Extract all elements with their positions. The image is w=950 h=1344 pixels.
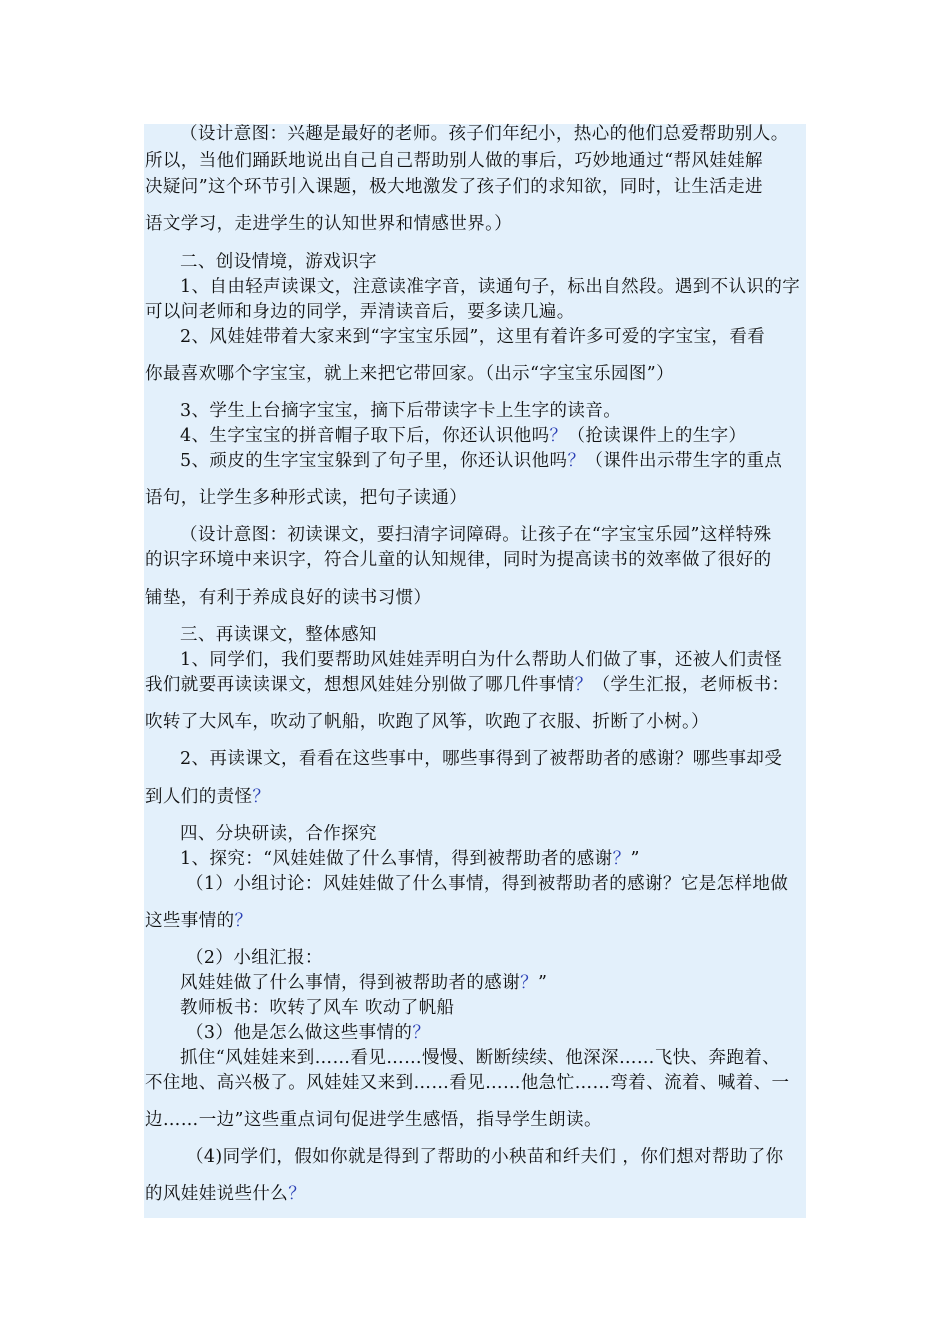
paragraph-line: 教师板书：吹转了风车 吹动了帆船: [180, 998, 455, 1018]
paragraph-line: 可以问老师和身边的同学，弄清读音后，要多读几遍。: [145, 302, 575, 322]
paragraph-line: 不住地、高兴极了。风娃娃又来到……看见……他急忙……弯着、流着、喊着、一: [145, 1073, 790, 1093]
paragraph-line: 吹转了大风车，吹动了帆船，吹跑了风筝，吹跑了衣服、折断了小树。）: [145, 712, 710, 732]
paragraph-line: 4、生字宝宝的拼音帽子取下后，你还认识他吗？（抢读课件上的生字）: [180, 426, 747, 446]
paragraph-line: 5、顽皮的生字宝宝躲到了句子里，你还认识他吗？（课件出示带生字的重点: [180, 451, 783, 471]
paragraph-line: （1）小组讨论：风娃娃做了什么事情，得到被帮助者的感谢？它是怎样地做: [186, 874, 789, 894]
paragraph-line: 所以，当他们踊跃地说出自己自己帮助别人做的事后，巧妙地通过“帮风娃娃解: [145, 151, 763, 171]
paragraph-line: （设计意图：兴趣是最好的老师。孩子们年纪小，热心的他们总爱帮助别人。: [180, 124, 789, 144]
paragraph-line: 我们就要再读读课文，想想风娃娃分别做了哪几件事情？（学生汇报，老师板书：: [145, 675, 790, 695]
paragraph-line: 边……一边”这些重点词句促进学生感悟，指导学生朗读。: [145, 1110, 602, 1130]
paragraph-line: 这些事情的？: [145, 911, 253, 931]
paragraph-line: 2、风娃娃带着大家来到“字宝宝乐园”，这里有着许多可爱的字宝宝，看看: [180, 327, 766, 347]
paragraph-line: （设计意图：初读课文，要扫清字词障碍。让孩子在“字宝宝乐园”这样特殊: [180, 525, 772, 545]
section-heading: 四、分块研读，合作探究: [180, 824, 377, 844]
section-heading: 二、创设情境，游戏识字: [180, 252, 377, 272]
paragraph-line: 1、探究：“风娃娃做了什么事情，得到被帮助者的感谢？”: [180, 849, 640, 869]
paragraph-line: （4)同学们，假如你就是得到了帮助的小秧苗和纤夫们 ，你们想对帮助了你: [186, 1147, 784, 1167]
paragraph-line: 到人们的责怪？: [145, 787, 271, 807]
paragraph-line: 语句，让学生多种形式读，把句子读通）: [145, 488, 468, 508]
paragraph-line: 你最喜欢哪个字宝宝，就上来把它带回家。（出示“字宝宝乐园图”）: [145, 364, 675, 384]
paragraph-line: （2）小组汇报：: [186, 948, 323, 968]
paragraph-line: （3）他是怎么做这些事情的？: [186, 1023, 431, 1043]
paragraph-line: 风娃娃做了什么事情，得到被帮助者的感谢？”: [180, 973, 548, 993]
paragraph-line: 铺垫，有利于养成良好的读书习惯）: [145, 588, 432, 608]
paragraph-line: 1、同学们，我们要帮助风娃娃弄明白为什么帮助人们做了事，还被人们责怪: [180, 650, 783, 670]
paragraph-line: 语文学习，走进学生的认知世界和情感世界。）: [145, 214, 513, 234]
section-heading: 三、再读课文，整体感知: [180, 625, 377, 645]
paragraph-line: 抓住“风娃娃来到……看见……慢慢、断断续续、他深深……飞快、奔跑着、: [180, 1048, 781, 1068]
paragraph-line: 2、再读课文，看看在这些事中，哪些事得到了被帮助者的感谢？哪些事却受: [180, 749, 783, 769]
paragraph-line: 的识字环境中来识字，符合儿童的认知规律，同时为提高读书的效率做了很好的: [145, 550, 772, 570]
paragraph-line: 3、学生上台摘字宝宝，摘下后带读字卡上生字的读音。: [180, 401, 622, 421]
paragraph-line: 的风娃娃说些什么？: [145, 1184, 307, 1204]
paragraph-line: 1、自由轻声读课文，注意读准字音，读通句子，标出自然段。遇到不认识的字: [180, 277, 801, 297]
paragraph-line: 决疑问”这个环节引入课题，极大地激发了孩子们的求知欲，同时，让生活走进: [145, 177, 763, 197]
